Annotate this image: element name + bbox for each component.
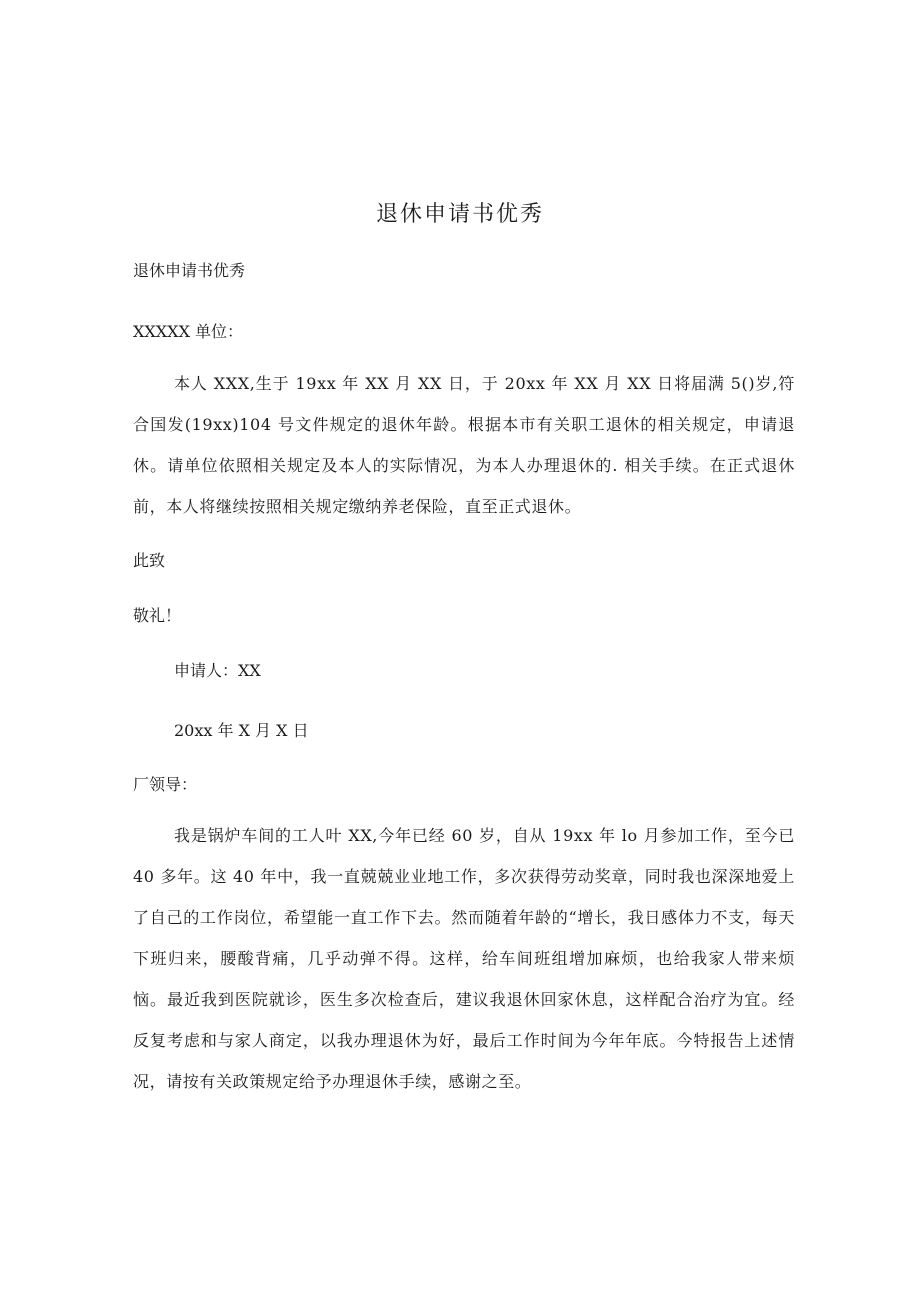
document-subtitle: 退休申请书优秀 xyxy=(133,261,246,280)
letter1-date: 20xx 年 X 月 X 日 xyxy=(174,721,309,740)
document-title: 退休申请书优秀 xyxy=(375,202,544,227)
letter1-salutation: XXXXX 单位： xyxy=(133,322,244,341)
letter1-body: 本人 XXX,生于 19xx 年 XX 月 XX 日，于 20xx 年 XX 月 XX 日将届满 5()岁,符合国发(19xx)104 号文件规定的退休年龄。根据本市有关职工退休的相关规定，申请退休。请单位依照相关规定及本人的实际情况，为本人办理退休的. 相关手续。在正式退休前，本人将继续按照相关规定缴纳养老保险，直至正式退休。 xyxy=(133,374,795,516)
letter1-applicant: 申请人：XX xyxy=(174,661,261,680)
letter1-closing: 此致 xyxy=(133,551,166,570)
letter2-body: 我是锅炉车间的工人叶 XX,今年已经 60 岁，自从 19xx 年 lo 月参加工作，至今已 40 多年。这 40 年中，我一直兢兢业业地工作，多次获得劳动奖章，同时我也深深地爱上了自己的工作岗位，希望能一直工作下去。然而随着年龄的“增长，我日感体力不支，每天下班归来，腰酸背痛，几乎动弹不得。这样，给车间班组增加麻烦，也给我家人带来烦恼。最近我到医院就诊，医生多次检查后，建议我退休回家休息，这样配合治疗为宜。经反复考虑和与家人商定，以我办理退休为好，最后工作时间为今年年底。今特报告上述情况，请按有关政策规定给予办理退休手续，感谢之至。 xyxy=(133,826,795,1091)
letter1-regards: 敬礼！ xyxy=(133,606,182,625)
letter2-salutation: 厂领导： xyxy=(133,775,198,794)
